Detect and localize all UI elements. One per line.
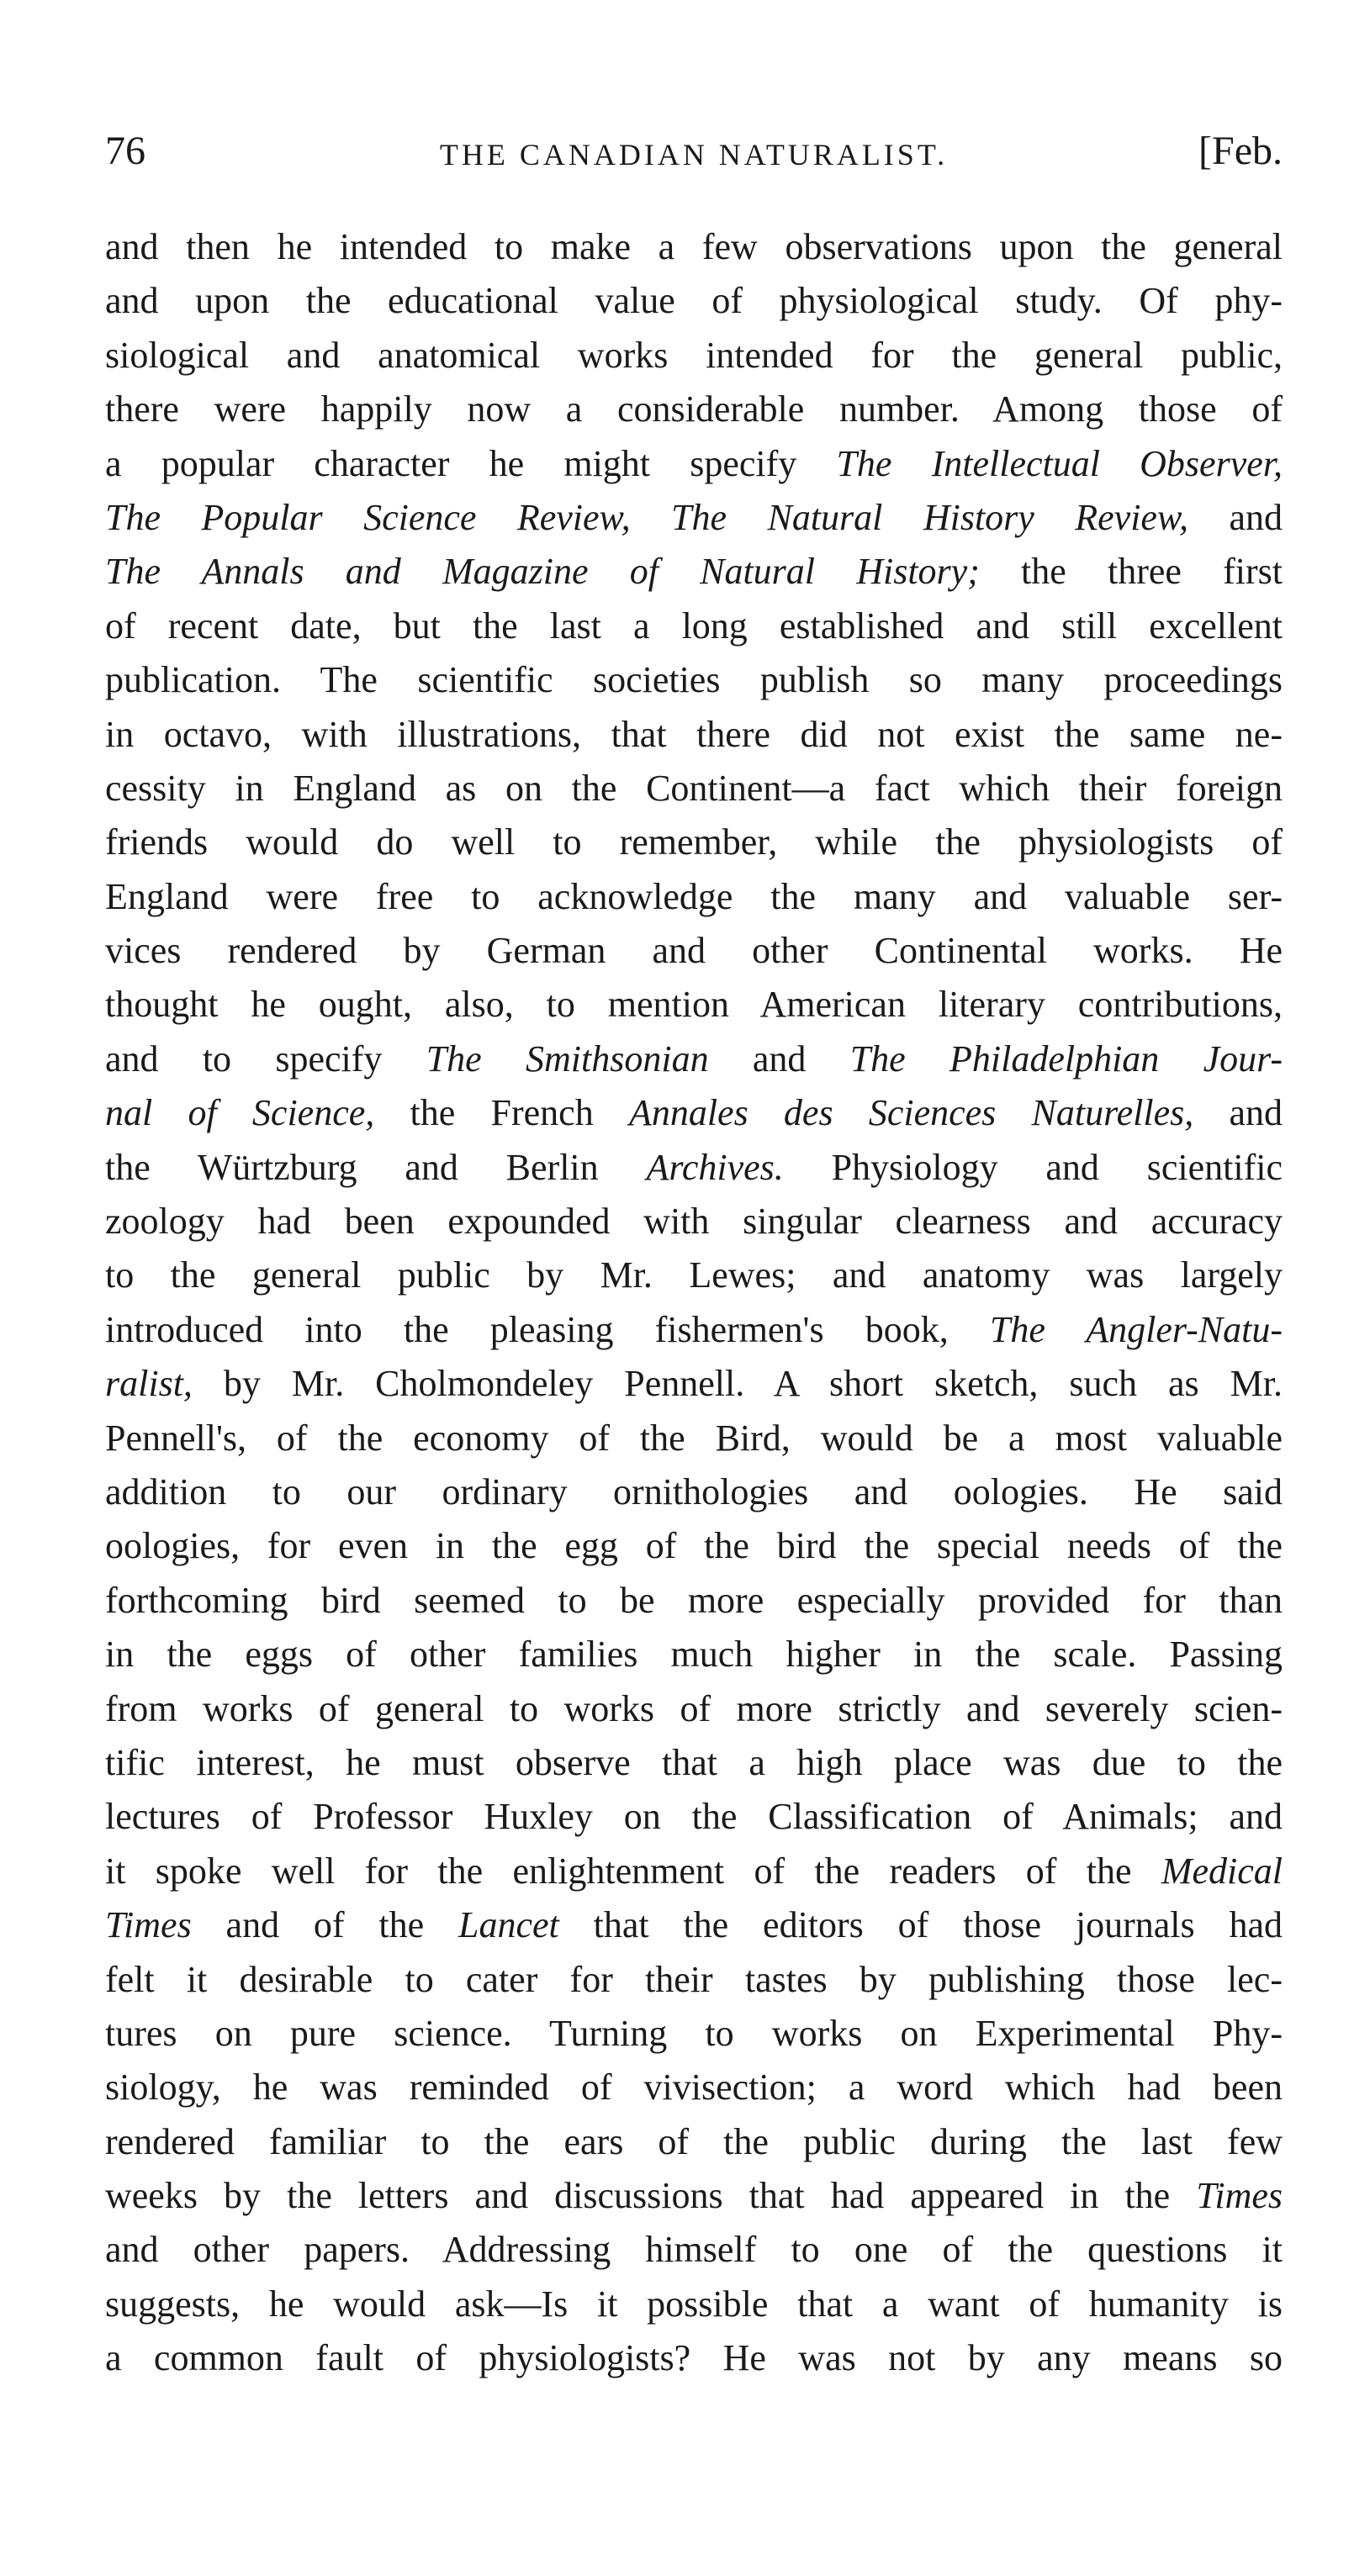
text-line bbox=[105, 274, 1283, 328]
italic-title: Medical bbox=[1161, 1850, 1283, 1892]
text-run: addition to our ordinary ornithologies and oologies. He said bbox=[105, 1470, 1283, 1512]
text-run: that the editors of those journals had bbox=[558, 1904, 1283, 1946]
text-line bbox=[105, 220, 1283, 274]
text-run: suggests, he would ask—Is it possible that a want of humanity is bbox=[105, 2283, 1283, 2325]
text-run: rendered familiar to the ears of the public during the last few bbox=[105, 2120, 1283, 2162]
text-run: siological and anatomical works intended for the general public, bbox=[105, 334, 1283, 376]
italic-title: ralist, bbox=[105, 1363, 193, 1405]
text-line bbox=[105, 2278, 1283, 2331]
text-run: cessity in England as on the Continent—a fact which their foreign bbox=[105, 767, 1283, 809]
text-line bbox=[105, 2223, 1283, 2277]
italic-title: Lancet bbox=[458, 1904, 559, 1946]
issue-label: [Feb. bbox=[1198, 129, 1283, 173]
running-head bbox=[105, 126, 1283, 185]
text-line bbox=[105, 870, 1283, 924]
italic-title: The Angler-Natu- bbox=[989, 1308, 1283, 1350]
text-run: the French bbox=[374, 1092, 629, 1134]
text-line bbox=[105, 2169, 1283, 2223]
text-line bbox=[105, 1412, 1283, 1465]
text-run: lectures of Professor Huxley on the Classification of Animals; and bbox=[105, 1796, 1283, 1838]
text-run: the three first bbox=[979, 551, 1283, 593]
text-line bbox=[105, 924, 1283, 978]
text-run: and bbox=[1188, 496, 1283, 538]
text-line bbox=[105, 329, 1283, 383]
text-line bbox=[105, 1953, 1283, 2007]
text-run: siology, he was reminded of vivisection; a word which had been bbox=[105, 2067, 1283, 2109]
italic-title: nal of Science, bbox=[105, 1092, 375, 1134]
text-run: a popular character he might specify bbox=[105, 442, 837, 484]
text-line bbox=[105, 1628, 1283, 1681]
text-run: and bbox=[1193, 1092, 1283, 1134]
text-run: thought he ought, also, to mention American literary contributions, bbox=[105, 984, 1283, 1026]
text-line bbox=[105, 1898, 1283, 1952]
text-run: England were free to acknowledge the many and valuable ser- bbox=[105, 875, 1283, 917]
text-run: friends would do well to remember, while the physiologists of bbox=[105, 821, 1283, 863]
text-run: to the general public by Mr. Lewes; and anatomy was largely bbox=[105, 1254, 1283, 1296]
text-run: weeks by the letters and discussions that had appeared in the bbox=[105, 2175, 1197, 2217]
text-line bbox=[105, 599, 1283, 653]
text-run: there were happily now a considerable number. Among those of bbox=[105, 388, 1283, 430]
italic-title: Archives. bbox=[646, 1146, 784, 1188]
text-line bbox=[105, 1086, 1283, 1140]
text-line bbox=[105, 2115, 1283, 2169]
text-run: in octavo, with illustrations, that there did not exist the same ne- bbox=[105, 713, 1283, 755]
text-run: and other papers. Addressing himself to one of the questions it bbox=[105, 2229, 1283, 2271]
text-run: and bbox=[708, 1037, 850, 1079]
text-line bbox=[105, 653, 1283, 707]
text-run: and then he intended to make a few observations upon the general bbox=[105, 226, 1283, 267]
text-run: publication. The scientific societies publish so many proceedings bbox=[105, 659, 1283, 701]
italic-title: The Popular Science Review, The Natural History Review, bbox=[105, 496, 1189, 538]
body-paragraph bbox=[105, 220, 1283, 2386]
italic-title: Times bbox=[105, 1904, 192, 1946]
text-line bbox=[105, 545, 1283, 599]
text-run: felt it desirable to cater for their tastes by publishing those lec- bbox=[105, 1958, 1283, 2000]
text-run: by Mr. Cholmondeley Pennell. A short sketch, such as Mr. bbox=[192, 1363, 1283, 1405]
text-line bbox=[105, 437, 1283, 491]
text-run: it spoke well for the enlightenment of the readers of the bbox=[105, 1850, 1161, 1892]
text-line bbox=[105, 1248, 1283, 1302]
text-line bbox=[105, 1682, 1283, 1736]
italic-title: The Annals and Magazine of Natural History; bbox=[105, 551, 980, 593]
text-line bbox=[105, 1574, 1283, 1628]
text-line bbox=[105, 1195, 1283, 1248]
text-line bbox=[105, 1032, 1283, 1086]
text-line bbox=[105, 2007, 1283, 2061]
text-line bbox=[105, 978, 1283, 1032]
text-run: in the eggs of other families much higher in the scale. Passing bbox=[105, 1634, 1283, 1676]
text-run: a common fault of physiologists? He was not by any means so bbox=[105, 2337, 1283, 2379]
text-line bbox=[105, 1465, 1283, 1519]
text-run: Pennell's, of the economy of the Bird, would be a most valuable bbox=[105, 1417, 1283, 1459]
text-run: introduced into the pleasing fishermen's book, bbox=[105, 1308, 990, 1350]
text-line bbox=[105, 816, 1283, 869]
italic-title: The Philadelphian Jour- bbox=[849, 1037, 1283, 1079]
text-run: forthcoming bird seemed to be more especially provided for than bbox=[105, 1579, 1283, 1621]
text-run: zoology had been expounded with singular clearness and accuracy bbox=[105, 1201, 1283, 1243]
text-line bbox=[105, 1736, 1283, 1790]
italic-title: Annales des Sciences Naturelles, bbox=[628, 1092, 1194, 1134]
text-line bbox=[105, 2061, 1283, 2114]
text-run: Physiology and scientific bbox=[783, 1146, 1283, 1188]
italic-title: The Intellectual Observer, bbox=[836, 442, 1283, 484]
text-run: and upon the educational value of physiological study. Of phy- bbox=[105, 280, 1283, 322]
text-line bbox=[105, 491, 1283, 545]
text-run: from works of general to works of more strictly and severely scien- bbox=[105, 1687, 1283, 1729]
text-line bbox=[105, 1845, 1283, 1898]
text-line bbox=[105, 708, 1283, 762]
text-line bbox=[105, 383, 1283, 436]
text-line bbox=[105, 2331, 1283, 2385]
text-run: and of the bbox=[191, 1904, 459, 1946]
text-run: vices rendered by German and other Continental works. He bbox=[105, 930, 1283, 972]
text-run: tures on pure science. Turning to works on Experimental Phy- bbox=[105, 2012, 1283, 2054]
text-line bbox=[105, 1519, 1283, 1573]
text-line bbox=[105, 1303, 1283, 1357]
text-run: the Würtzburg and Berlin bbox=[105, 1146, 647, 1188]
text-line bbox=[105, 1141, 1283, 1195]
text-run: and to specify bbox=[105, 1037, 426, 1079]
text-line bbox=[105, 1357, 1283, 1411]
italic-title: Times bbox=[1196, 2175, 1283, 2217]
text-run: oologies, for even in the egg of the bird the special needs of the bbox=[105, 1525, 1283, 1567]
text-line bbox=[105, 762, 1283, 816]
text-line bbox=[105, 1790, 1283, 1844]
page-number: 76 bbox=[105, 129, 145, 173]
italic-title: The Smithsonian bbox=[426, 1037, 709, 1079]
text-run: tific interest, he must observe that a high place was due to the bbox=[105, 1741, 1283, 1783]
text-run: of recent date, but the last a long established and still excellent bbox=[105, 604, 1283, 647]
journal-title: THE CANADIAN NATURALIST. bbox=[439, 138, 949, 172]
